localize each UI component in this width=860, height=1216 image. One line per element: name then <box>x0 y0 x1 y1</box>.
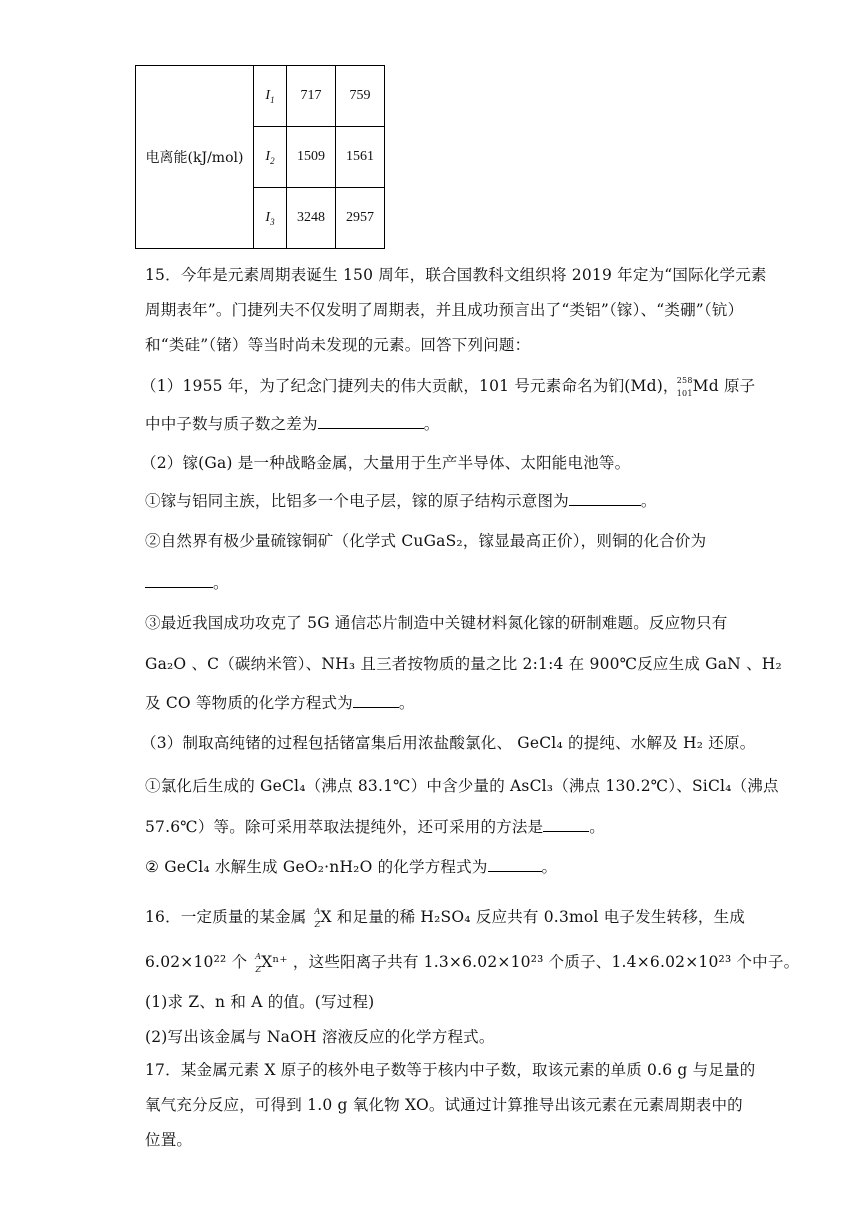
q17-line-3: 位置。 <box>145 1131 193 1149</box>
table-symbol-i3: $I_3$ <box>254 188 287 249</box>
q15-part3: （3）制取高纯锗的过程包括锗富集后用浓盐酸氯化、 GeCl₄ 的提纯、水解及 H₂ 还原。 <box>141 734 756 752</box>
ionization-energy-table <box>135 65 385 249</box>
answer-blank[interactable] <box>488 857 542 872</box>
q15-part1-line: （1）1955 年，为了纪念门捷列夫的伟大贡献，101 号元素命名为钔(Md)， 258 101 Md 原子 <box>141 376 756 398</box>
answer-blank[interactable] <box>145 573 213 588</box>
table-cell: 1509 <box>287 127 336 188</box>
q15-part3-1-b: 57.6℃）等。除可采用萃取法提纯外，还可采用的方法是 。 <box>145 818 605 836</box>
q15-part2-1: ①镓与铝同主族，比铝多一个电子层，镓的原子结构示意图为 。 <box>145 492 657 510</box>
table-cell: 1561 <box>336 127 385 188</box>
q15-line-2: 周期表年”。门捷列夫不仅发明了周期表，并且成功预言出了“类铝”（镓）、“类硼”（钪） <box>145 301 744 319</box>
table-cell: 3248 <box>287 188 336 249</box>
q15-part1-cont: 中中子数与质子数之差为 。 <box>145 415 440 433</box>
md-nuclide-notation: 258 101 <box>676 376 693 398</box>
q16-sub-1: (1)求 Z、n 和 A 的值。(写过程) <box>145 993 375 1011</box>
q15-part2-2-cont: 。 <box>145 571 229 593</box>
q17-line-1: 17．某金属元素 X 原子的核外电子数等于核内中子数，取该元素的单质 0.6 g 与足量的 <box>145 1061 756 1079</box>
q17-line-2: 氧气充分反应，可得到 1.0 g 氧化物 XO。试通过计算推导出该元素在元素周期表中的 <box>145 1096 743 1114</box>
answer-blank[interactable] <box>569 491 641 506</box>
q15-part3-2: ② GeCl₄ 水解生成 GeO₂·nH₂O 的化学方程式为 。 <box>145 858 558 876</box>
table-symbol-i2: $I_2$ <box>254 127 287 188</box>
q16-line-2: 6.02×10²² 个 A Z Xⁿ⁺ ，这些阳离子共有 1.3×6.02×10²³ 个质子、1.4×6.02×10²³ 个中子。 <box>145 952 800 974</box>
x-nuclide-notation: A Z <box>314 907 321 929</box>
answer-blank[interactable] <box>543 817 589 832</box>
q16-line-1: 16．一定质量的某金属 A Z X 和足量的稀 H₂SO₄ 反应共有 0.3mol 电子发生转移，生成 <box>145 907 746 929</box>
table-cell: 759 <box>336 66 385 127</box>
q15-part2: （2）镓(Ga) 是一种战略金属，大量用于生产半导体、太阳能电池等。 <box>141 454 631 472</box>
answer-blank[interactable] <box>318 414 424 429</box>
q15-part2-3-c: 及 CO 等物质的化学方程式为 。 <box>145 694 415 712</box>
q15-part2-2: ②自然界有极少量硫镓铜矿（化学式 CuGaS₂，镓显最高正价），则铜的化合价为 <box>145 532 707 550</box>
q15-part2-3-a: ③最近我国成功攻克了 5G 通信芯片制造中关键材料氮化镓的研制难题。反应物只有 <box>145 614 728 632</box>
table-cell: 2957 <box>336 188 385 249</box>
q15-part2-3-b: Ga₂O 、C（碳纳米管）、NH₃ 且三者按物质的量之比 2:1:4 在 900℃反应生成 GaN 、H₂ <box>145 655 782 673</box>
table-symbol-i1: $I_1$ <box>254 66 287 127</box>
q15-line-3: 和“类硅”（锗）等当时尚未发现的元素。回答下列问题： <box>145 336 531 354</box>
table-cell: 717 <box>287 66 336 127</box>
x-ion-nuclide-notation: A Z <box>255 952 262 974</box>
q16-sub-2: (2)写出该金属与 NaOH 溶液反应的化学方程式。 <box>145 1028 495 1046</box>
answer-blank[interactable] <box>353 693 399 708</box>
q15-part3-1-a: ①氯化后生成的 GeCl₄（沸点 83.1℃）中含少量的 AsCl₃（沸点 130.2℃）、SiCl₄（沸点 <box>145 777 779 795</box>
q15-line-1: 15．今年是元素周期表诞生 150 周年，联合国教科文组织将 2019 年定为“国际化学元素 <box>145 266 767 284</box>
table-row-label: 电离能(kJ/mol) <box>136 66 254 249</box>
